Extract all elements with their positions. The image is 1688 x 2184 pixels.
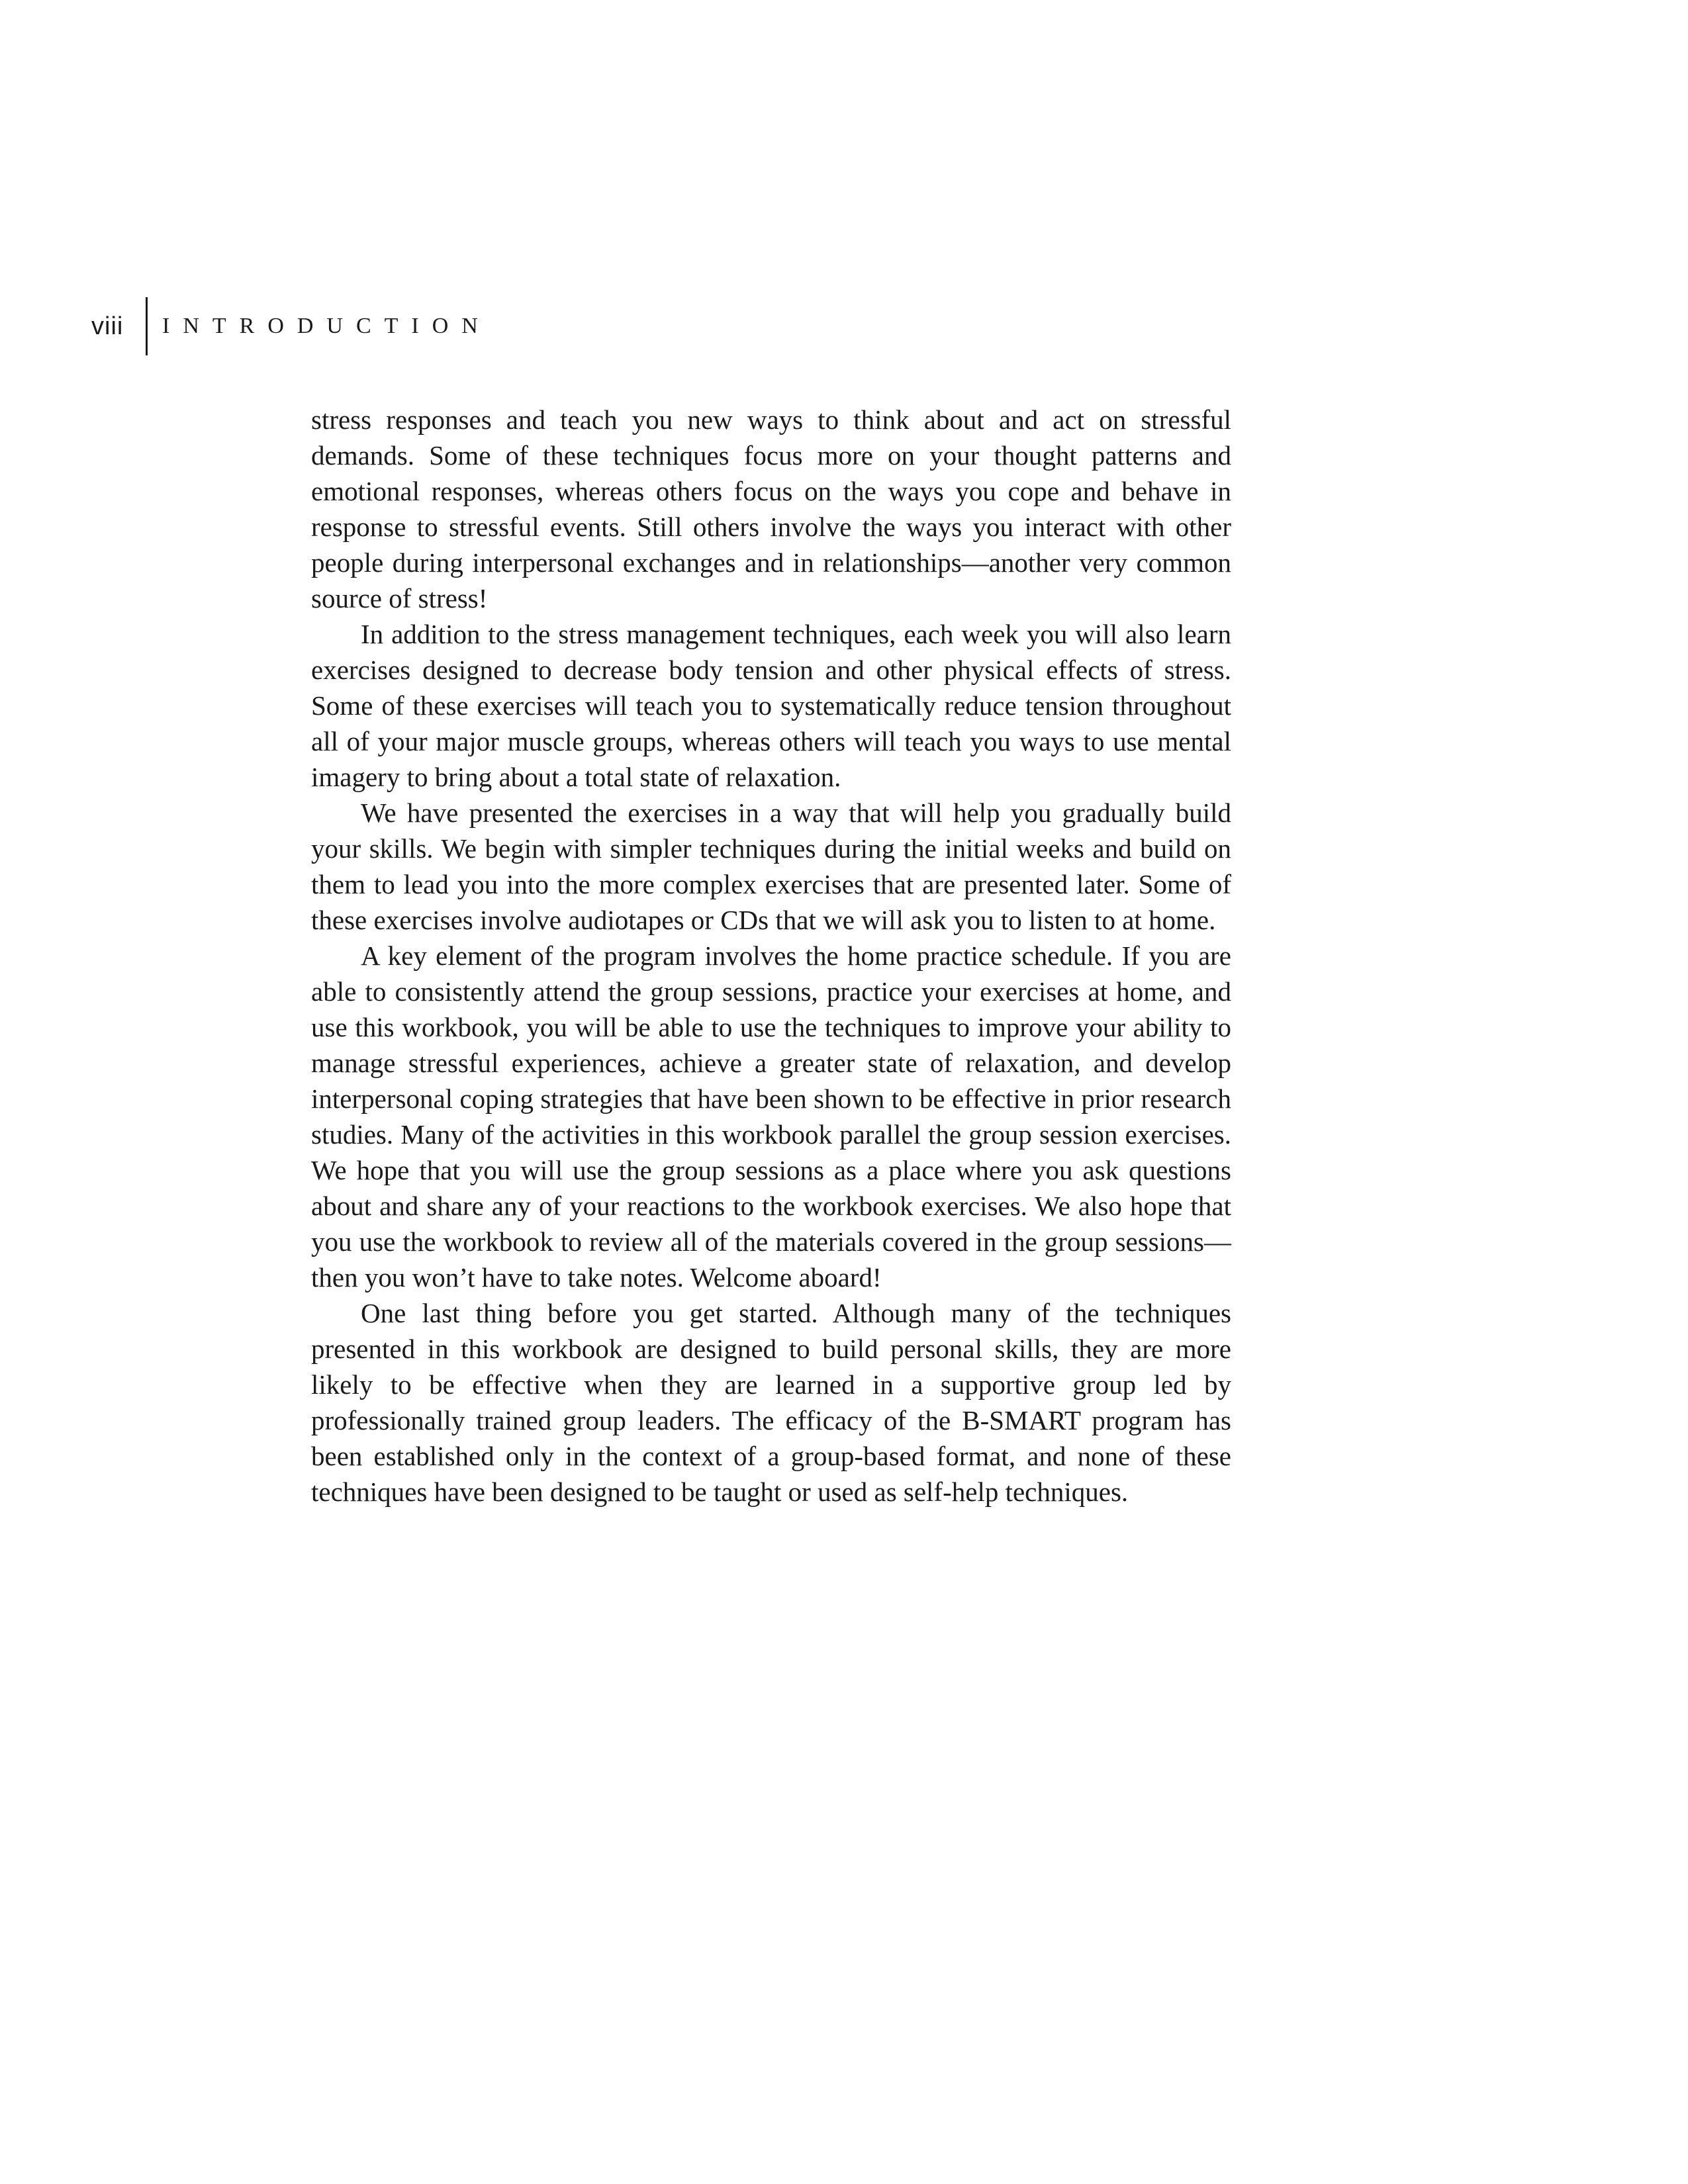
running-head — [91, 296, 491, 356]
header-divider — [146, 297, 148, 355]
paragraph: One last thing before you get started. Although many of the techniques presented in this workbook are designed to build personal skills, they are more likely to be effective when they are learned in a supportive group led by professionally trained group leaders. The efficacy of the B-SMART program has been established only in the context of a group-based format, and none of these techniques have been designed to be taught or used as self-help techniques. — [311, 1298, 1231, 1507]
body-text — [311, 402, 1231, 1510]
paragraph: We have presented the exercises in a way that will help you gradually build your skills. We begin with simpler techniques during the initial weeks and build on them to lead you into the more complex exercises that are presented later. Some of these exercises involve audiotapes or CDs that we will ask you to listen to at home. — [311, 797, 1231, 935]
paragraph: In addition to the stress management techniques, each week you will also learn exercises designed to decrease body tension and other physical effects of stress. Some of these exercises will teach you to systematically reduce tension throughout all of your major muscle groups, whereas others will teach you ways to use mental imagery to bring about a total state of relaxation. — [311, 619, 1231, 792]
paragraph: stress responses and teach you new ways to think about and act on stressful demands. Some of these techniques focus more on your thought patterns and emotional responses, whereas others focus on the ways you cope and behave in response to stressful events. Still others involve the ways you interact with other people during interpersonal exchanges and in relationships—another very common source of stress! — [311, 404, 1231, 614]
page-number: viii — [91, 312, 124, 340]
paragraph: A key element of the program involves the home practice schedule. If you are able to consistently attend the group sessions, practice your exercises at home, and use this workbook, you will be able to use the techniques to improve your ability to manage stressful experiences, achieve a greater state of relaxation, and develop interpersonal coping strategies that have been shown to be effective in prior research studies. Many of the activities in this workbook parallel the group session exercises. We hope that you will use the group sessions as a place where you ask questions about and share any of your reactions to the workbook exercises. We also hope that you use the workbook to review all of the materials covered in the group sessions—then you won’t have to take notes. Welcome aboard! — [311, 940, 1231, 1293]
section-title: INTRODUCTION — [162, 314, 491, 338]
